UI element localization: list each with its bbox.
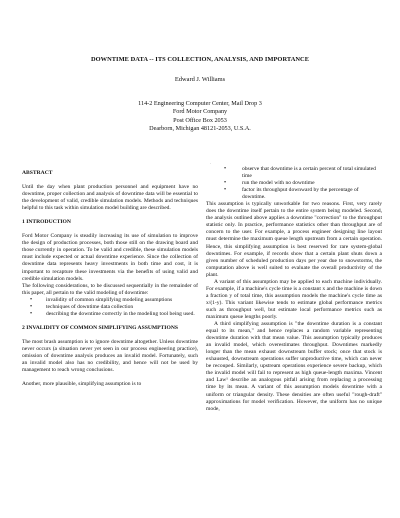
author-name: Edward J. Williams (174, 76, 226, 83)
abstract-text: Until the day when plant production personnel and equipment have no downtime, proper collection and analysis of downtime data will be essential to the development of valid, credible simulation models. Methods and techniques helpful to this task within simulation model building are described. (22, 184, 198, 212)
affiliation-line: 114-2 Engineering Computer Center, Mail Drop 3 (138, 100, 262, 107)
assumption-steps-list (206, 166, 382, 201)
section-2-paragraph: Another, more plausible, simplifying assumption is to (22, 381, 142, 388)
considerations-list (22, 297, 198, 318)
introduction-paragraph: The following considerations, to be discussed sequentially in the remainder of this paper, all pertain to the valid modeling of downtime: (22, 282, 198, 296)
author-affiliation (0, 100, 400, 134)
list-item: • observe that downtime is a certain percent of total simulated time (242, 166, 382, 180)
body-paragraph: This assumption is typically unworkable for two reasons. First, very rarely does the downtime itself pertain to the entire system being modeled. Second, the analysis outlined above applies a downtime "correction" to the throughput statistic only. In practice, performance statistics other than throughput are of concern to the user. For example, a process engineer designing line layout must determine the maximum queue length upstream from a certain operation. Hence, this simplifying assumption is best reserved for rare system-global downtimes. For example, if records show that a certain plant shuts down a given number of scheduled production days per year due to snowstorms, the computation above is well suited to evaluate the overall productivity of the plant. (206, 201, 382, 278)
affiliation-line: Post Office Box 2053 (173, 116, 227, 124)
list-item: • describing the downtime correctly in the modeling tool being used. (46, 311, 198, 318)
affiliation-line: Dearborn, Michigan 48121-2053, U.S.A. (149, 125, 251, 133)
body-paragraph: A third simplifying assumption is "the downtime duration is a constant equal to its mean," and hence replaces a random variable representing downtime duration with that mean value. This assumption typically produces an invalid model, which overestimates throughput. Downtimes markedly longer than the mean exhaust downstream buffer stock; once that stock is exhausted, downstream operations suffer unproductive time, which can never be recouped. Similarly, upstream operations experience severe backup, which the invalid model will fail to represent as high queue-length maxima. Vincent and Law¹ describe an analogous pitfall arising from replacing a processing time by its mean. A variant of this assumption models downtime with a uniform or triangular density. These densities are often useful "rough-draft" approximations for model verification. However, the uniform has no unique mode, (206, 321, 382, 412)
introduction-paragraph: Ford Motor Company is steadily increasing its use of simulation to improve the design of production processes, both those still on the drawing board and those currently in operation. To be valid and credible, these simulation models must include expected or actual downtime experience. Since the collection of downtime data represents heavy investments in both time and cost, it is important to recapture these investments via the benefits of using valid and credible simulation models. (22, 233, 198, 282)
list-item: • factor its throughput downward by the percentage of downtime. (242, 187, 382, 201)
list-item: • run the model with no downtime (242, 180, 382, 187)
affiliation-line: Ford Motor Company (172, 108, 228, 116)
list-item: • invalidity of common simplifying modeling assumptions (46, 297, 198, 304)
list-item: • techniques of downtime data collection (46, 304, 198, 311)
section-2-heading: 2 INVALIDITY OF COMMON SIMPLIFYING ASSUMPTIONS (22, 324, 178, 331)
introduction-heading: 1 INTRODUCTION (22, 219, 71, 226)
abstract-heading: ABSTRACT (22, 170, 53, 176)
right-column (206, 166, 382, 413)
body-paragraph: A variant of this assumption may be applied to each machine individually. For example, if a machine's cycle time is a constant x and the machine is down a fraction y of total time, this assumption models the machine's cycle time as x/(1-y). This variant likewise tends to estimate global performance metrics such as throughput well, but estimate local performance metrics such as maximum queue lengths poorly. (206, 278, 382, 320)
paper-title: DOWNTIME DATA -- ITS COLLECTION, ANALYSIS, AND IMPORTANCE (90, 56, 310, 63)
stray-mark: . (210, 160, 211, 165)
section-2-paragraph: The most brash assumption is to ignore downtime altogether. Unless downtime never occurs (a situation never yet seen in our process engineering practice), omission of downtime analysis produces an invalid model. Fortunately, such an invalid model also has no credibility, and hence will not be used by management to reach wrong conclusions. (22, 338, 198, 374)
left-column (22, 170, 198, 388)
